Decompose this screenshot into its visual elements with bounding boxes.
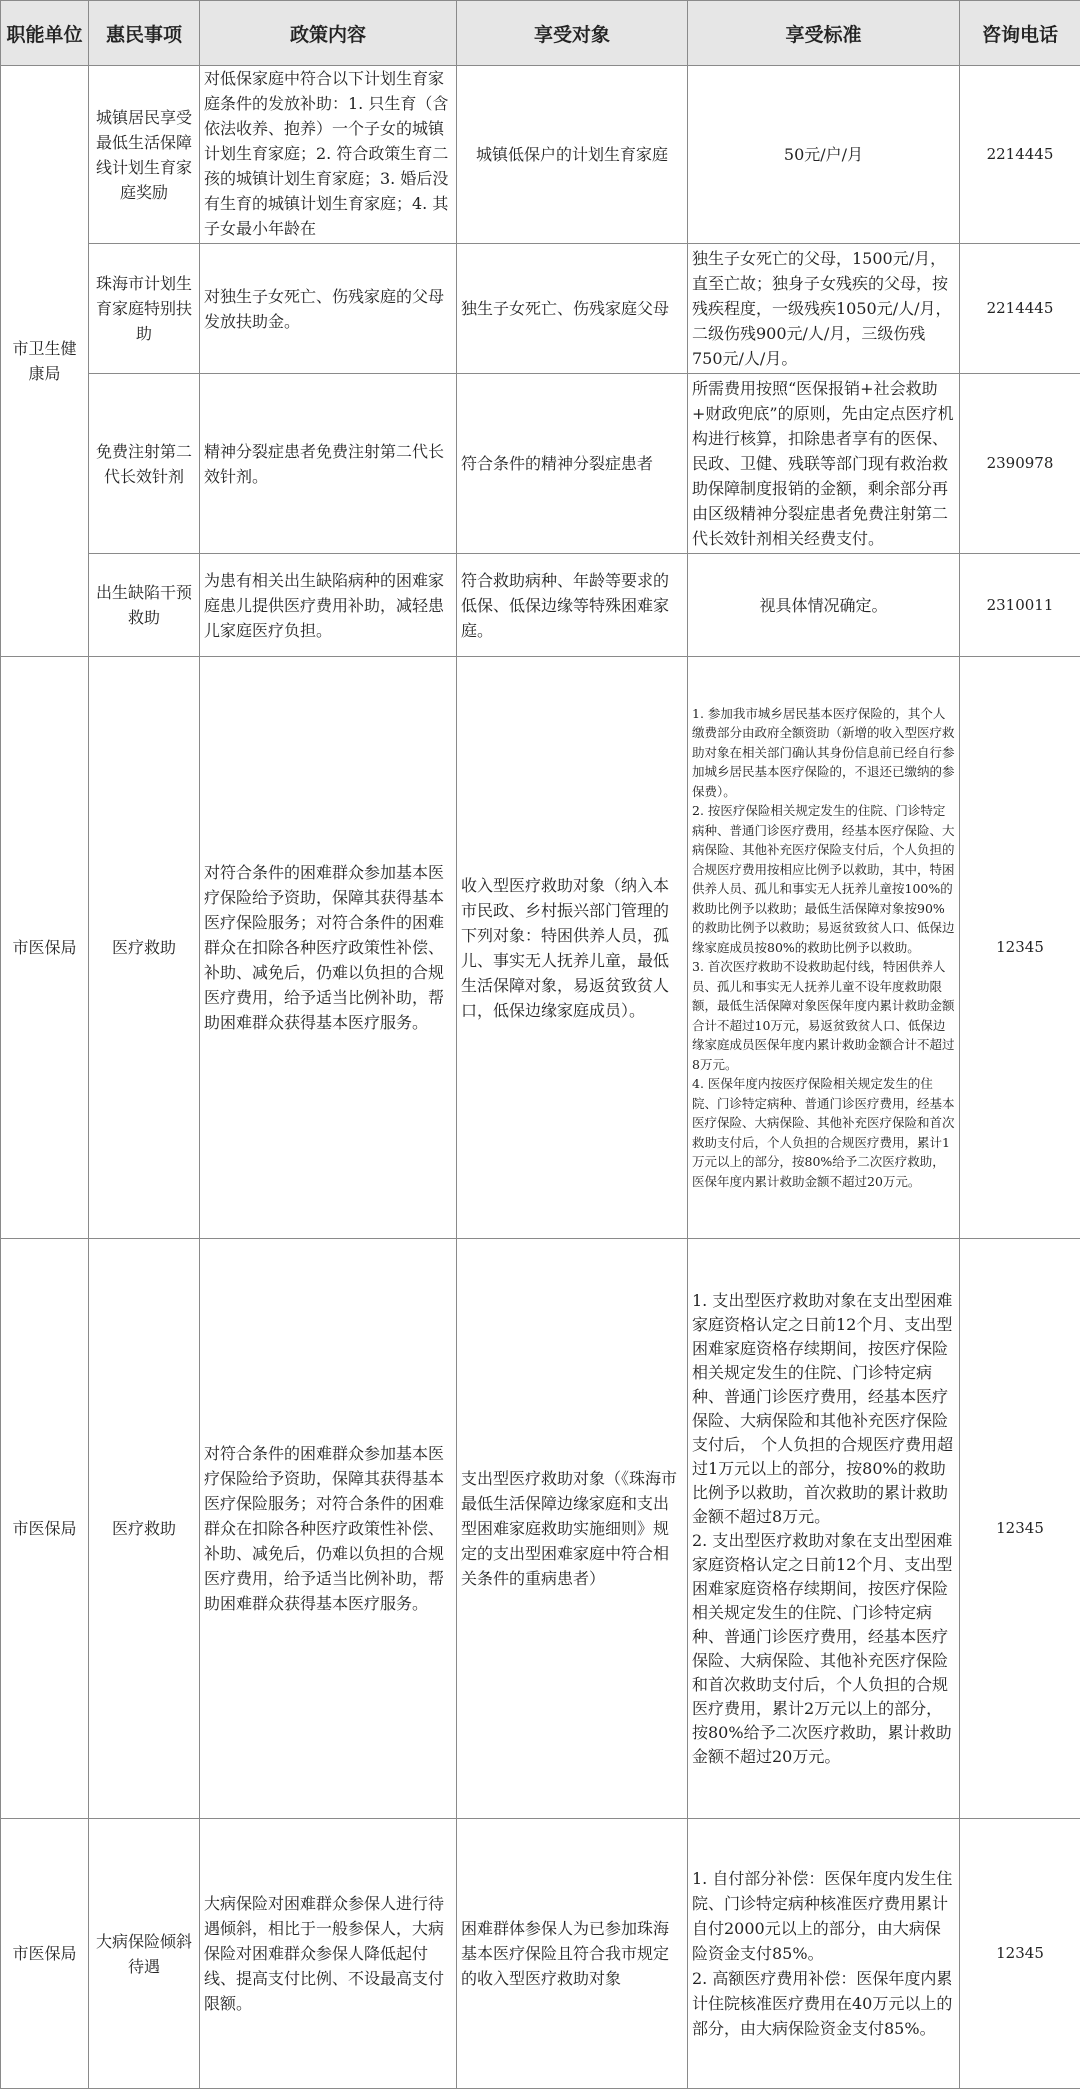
unit-cell: 市卫生健康局 <box>1 66 89 657</box>
content-cell: 大病保险对困难群众参保人进行待遇倾斜，相比于一般参保人，大病保险对困难群众参保人降低起付线、提高支付比例、不设最高支付限额。 <box>200 1819 457 2089</box>
table-row <box>1 374 1080 554</box>
phone-cell: 2390978 <box>960 374 1080 554</box>
content-cell: 为患有相关出生缺陷病种的困难家庭患儿提供医疗费用补助，减轻患儿家庭医疗负担。 <box>200 554 457 657</box>
unit-cell: 市医保局 <box>1 1239 89 1819</box>
table-row <box>1 554 1080 657</box>
target-cell: 城镇低保户的计划生育家庭 <box>457 66 688 244</box>
header-phone: 咨询电话 <box>960 1 1080 66</box>
phone-cell: 2310011 <box>960 554 1080 657</box>
item-cell: 出生缺陷干预救助 <box>89 554 200 657</box>
phone-cell: 12345 <box>960 657 1080 1239</box>
content-cell: 对符合条件的困难群众参加基本医疗保险给予资助，保障其获得基本医疗保险服务；对符合条件的困难群众在扣除各种医疗政策性补偿、补助、减免后，仍难以负担的合规医疗费用，给予适当比例补助，帮助困难群众获得基本医疗服务。 <box>200 1239 457 1819</box>
table-row <box>1 1819 1080 2089</box>
header-content: 政策内容 <box>200 1 457 66</box>
phone-cell: 12345 <box>960 1819 1080 2089</box>
content-cell: 对低保家庭中符合以下计划生育家庭条件的发放补助：1. 只生育（含依法收养、抱养）一个子女的城镇计划生育家庭；2. 符合政策生育二孩的城镇计划生育家庭；3. 婚后没有生育的城镇计划生育家庭；4. 其子女最小年龄在 <box>200 66 457 244</box>
table-row <box>1 66 1080 244</box>
item-cell: 医疗救助 <box>89 657 200 1239</box>
unit-cell: 市医保局 <box>1 657 89 1239</box>
content-cell: 对独生子女死亡、伤残家庭的父母发放扶助金。 <box>200 244 457 374</box>
target-cell: 符合条件的精神分裂症患者 <box>457 374 688 554</box>
target-cell: 收入型医疗救助对象（纳入本市民政、乡村振兴部门管理的下列对象：特困供养人员，孤儿、事实无人抚养儿童，最低生活保障对象，易返贫致贫人口，低保边缘家庭成员）。 <box>457 657 688 1239</box>
phone-cell: 2214445 <box>960 244 1080 374</box>
header-standard: 享受标准 <box>688 1 960 66</box>
header-item: 惠民事项 <box>89 1 200 66</box>
phone-cell: 12345 <box>960 1239 1080 1819</box>
table-row <box>1 244 1080 374</box>
target-cell: 困难群体参保人为已参加珠海基本医疗保险且符合我市规定的收入型医疗救助对象 <box>457 1819 688 2089</box>
table-row <box>1 1239 1080 1819</box>
standard-cell: 1. 支出型医疗救助对象在支出型困难家庭资格认定之日前12个月、支出型困难家庭资格存续期间，按医疗保险相关规定发生的住院、门诊特定病种、普通门诊医疗费用，经基本医疗保险、大病保险和其他补充医疗保险支付后， 个人负担的合规医疗费用超过1万元以上的部分，按80%的救助比例予以救助，首次救助的累计救助金额不超过8万元。 2. 支出型医疗救助对象在支出型困难家庭资格认定之日前12个月、支出型困难家庭资格存续期间，按医疗保险相关规定发生的住院、门诊特定病种、普通门诊医疗费用，经基本医疗保险、大病保险、其他补充医疗保险和首次救助支付后，个人负担的合规医疗费用，累计2万元以上的部分，按80%给予二次医疗救助，累计救助金额不超过20万元。 <box>688 1239 960 1819</box>
item-cell: 城镇居民享受最低生活保障线计划生育家庭奖励 <box>89 66 200 244</box>
table-header-row <box>1 1 1080 66</box>
table-row <box>1 657 1080 1239</box>
standard-cell: 独生子女死亡的父母，1500元/月，直至亡故；独身子女残疾的父母，按残疾程度，一级残疾1050元/人/月，二级伤残900元/人/月，三级伤残750元/人/月。 <box>688 244 960 374</box>
standard-cell: 1. 参加我市城乡居民基本医疗保险的，其个人缴费部分由政府全额资助（新增的收入型医疗救助对象在相关部门确认其身份信息前已经自行参加城乡居民基本医疗保险的，不退还已缴纳的参保费）。 2. 按医疗保险相关规定发生的住院、门诊特定病种、普通门诊医疗费用，经基本医疗保险、大病保险、其他补充医疗保险支付后，个人负担的合规医疗费用按相应比例予以救助，其中，特困供养人员、孤儿和事实无人抚养儿童按100%的救助比例予以救助；最低生活保障对象按90%的救助比例予以救助；易返贫致贫人口、低保边缘家庭成员按80%的救助比例予以救助。 3. 首次医疗救助不设救助起付线，特困供养人员、孤儿和事实无人抚养儿童不设年度救助限额，最低生活保障对象医保年度内累计救助金额合计不超过10万元，易返贫致贫人口、低保边缘家庭成员医保年度内累计救助金额合计不超过8万元。 4. 医保年度内按医疗保险相关规定发生的住院、门诊特定病种、普通门诊医疗费用，经基本医疗保险、大病保险、其他补充医疗保险和首次救助支付后，个人负担的合规医疗费用，累计1万元以上的部分，按80%给予二次医疗救助，医保年度内累计救助金额不超过20万元。 <box>688 657 960 1239</box>
item-cell: 医疗救助 <box>89 1239 200 1819</box>
phone-cell: 2214445 <box>960 66 1080 244</box>
item-cell: 珠海市计划生育家庭特别扶助 <box>89 244 200 374</box>
target-cell: 支出型医疗救助对象（《珠海市最低生活保障边缘家庭和支出型困难家庭救助实施细则》规定的支出型困难家庭中符合相关条件的重病患者） <box>457 1239 688 1819</box>
target-cell: 独生子女死亡、伤残家庭父母 <box>457 244 688 374</box>
standard-cell: 50元/户/月 <box>688 66 960 244</box>
item-cell: 免费注射第二代长效针剂 <box>89 374 200 554</box>
standard-cell: 视具体情况确定。 <box>688 554 960 657</box>
content-cell: 对符合条件的困难群众参加基本医疗保险给予资助，保障其获得基本医疗保险服务；对符合条件的困难群众在扣除各种医疗政策性补偿、补助、减免后，仍难以负担的合规医疗费用，给予适当比例补助，帮助困难群众获得基本医疗服务。 <box>200 657 457 1239</box>
unit-cell: 市医保局 <box>1 1819 89 2089</box>
standard-cell: 1. 自付部分补偿：医保年度内发生住院、门诊特定病种核准医疗费用累计自付2000元以上的部分，由大病保险资金支付85%。 2. 高额医疗费用补偿：医保年度内累计住院核准医疗费用在40万元以上的部分，由大病保险资金支付85%。 <box>688 1819 960 2089</box>
content-cell: 精神分裂症患者免费注射第二代长效针剂。 <box>200 374 457 554</box>
item-cell: 大病保险倾斜待遇 <box>89 1819 200 2089</box>
standard-cell: 所需费用按照“医保报销+社会救助+财政兜底”的原则，先由定点医疗机构进行核算，扣除患者享有的医保、民政、卫健、残联等部门现有救治救助保障制度报销的金额，剩余部分再由区级精神分裂症患者免费注射第二代长效针剂相关经费支付。 <box>688 374 960 554</box>
header-target: 享受对象 <box>457 1 688 66</box>
target-cell: 符合救助病种、年龄等要求的低保、低保边缘等特殊困难家庭。 <box>457 554 688 657</box>
header-unit: 职能单位 <box>1 1 89 66</box>
